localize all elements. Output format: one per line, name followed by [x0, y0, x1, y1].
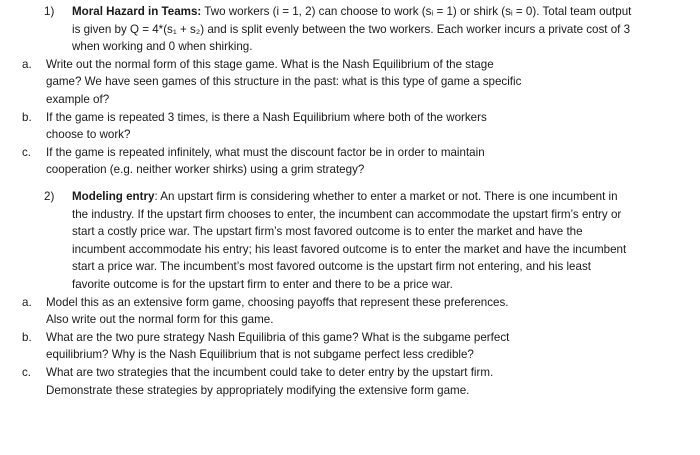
problem-intro: : An upstart firm is considering whether to enter a market or not. There is one incumbent in the industry. If the upstart firm chooses to enter, the incumbent can accommodate the upstart firm’s entry or start a costly price war. The upstart firm’s most favored outcome is to enter the market and have the incumbent accommodate his entry; his least favored outcome is to enter the market and have the incumbent start a price war. The incumbent’s most favored outcome is the upstart firm not entering, and his least favorite outcome is for the upstart firm to enter and there to be a price war.: [72, 190, 627, 291]
problem-statement: [72, 188, 632, 294]
subquestion-letter: a.: [22, 295, 32, 309]
subquestion-letter: b.: [22, 330, 32, 344]
problem-intro: Two workers (i = 1, 2) can choose to work (sᵢ = 1) or shirk (sᵢ = 0). Total team output is given by Q = 4*(s₁ + s₂) and is split evenly between the two workers. Each worker incurs a private cost of 3 when working and 0 when shirking.: [72, 5, 632, 54]
subquestion-list: [0, 56, 700, 179]
subquestion-text: If the game is repeated 3 times, is there a Nash Equilibrium where both of the workers choose to work?: [46, 110, 487, 142]
subquestion-list: [0, 294, 700, 400]
problem-number: 1): [44, 5, 55, 18]
problem-title: Modeling entry: [72, 190, 155, 203]
subquestion-letter: b.: [22, 110, 32, 124]
subquestion-a: [22, 294, 700, 329]
subquestion-c: [22, 364, 700, 399]
subquestion-letter: c.: [22, 365, 32, 379]
problem-statement: [72, 3, 632, 56]
problem-1: [0, 3, 700, 179]
subquestion-letter: c.: [22, 145, 32, 159]
subquestion-text: What are two strategies that the incumbent could take to deter entry by the upstart firm. Demonstrate these strategies by appropriately modifying the extensive form game.: [46, 365, 494, 397]
subquestion-text: Model this as an extensive form game, choosing payoffs that represent these preferences. Also write out the normal form for this game.: [46, 295, 509, 327]
subquestion-a: [22, 56, 700, 109]
subquestion-b: [22, 109, 700, 144]
subquestion-b: [22, 329, 700, 364]
problem-title: Moral Hazard in Teams:: [72, 5, 202, 18]
subquestion-text: If the game is repeated infinitely, what must the discount factor be in order to maintain cooperation (e.g. neither worker shirks) using a grim strategy?: [46, 145, 485, 177]
subquestion-text: Write out the normal form of this stage game. What is the Nash Equilibrium of the stage game? We have seen games of this structure in the past: what is this type of game a specific example of?: [46, 57, 522, 106]
subquestion-c: [22, 144, 700, 179]
problem-2: [0, 188, 700, 399]
subquestion-letter: a.: [22, 57, 32, 71]
problem-number: 2): [44, 190, 55, 203]
subquestion-text: What are the two pure strategy Nash Equilibria of this game? What is the subgame perfect equilibrium? Why is the Nash Equilibrium that is not subgame perfect less credible?: [46, 330, 510, 362]
